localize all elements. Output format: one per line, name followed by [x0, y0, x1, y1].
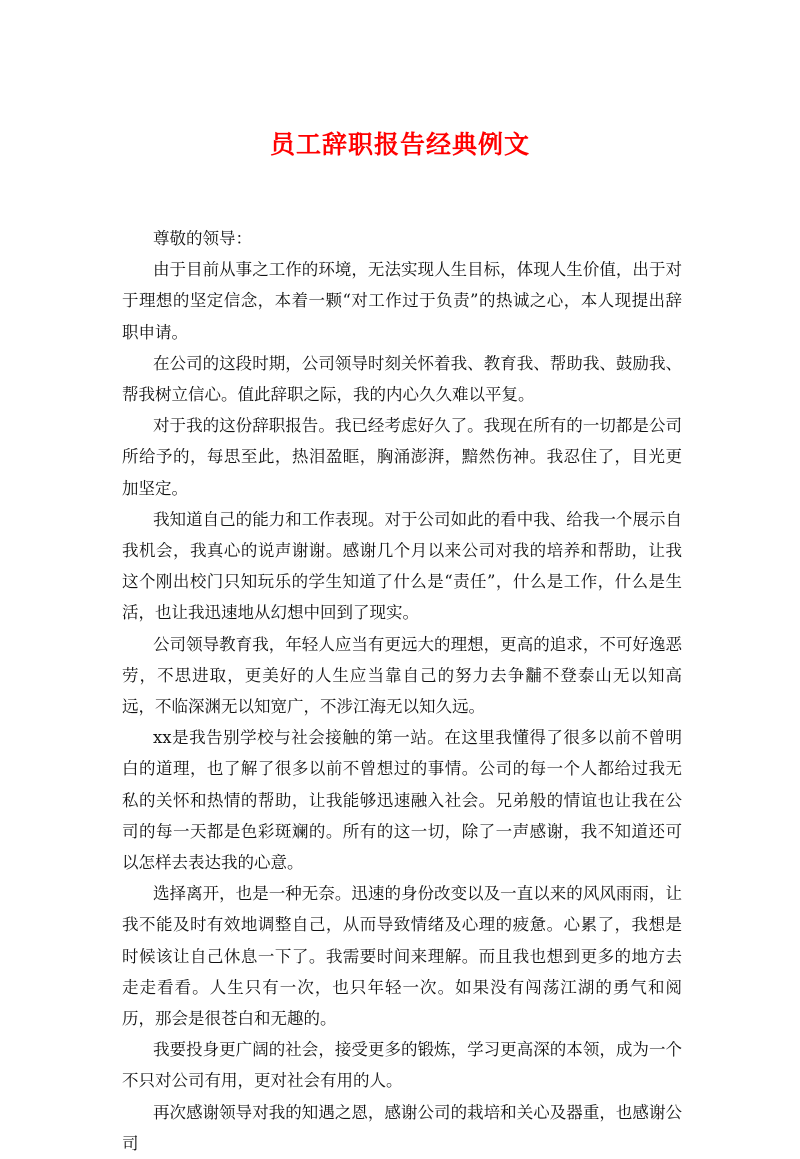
paragraph-3: 对于我的这份辞职报告。我已经考虑好久了。我现在所有的一切都是公司所给予的，每思至此，热泪盈眶，胸涌澎湃，黯然伤神。我忍住了，目光更加坚定。 [122, 416, 682, 498]
paragraph-4: 我知道自己的能力和工作表现。对于公司如此的看中我、给我一个展示自我机会，我真心的说声谢谢。感谢几个月以来公司对我的培养和帮助，让我这个刚出校门只知玩乐的学生知道了什么是“责任”，什么是工作，什么是生活，也让我迅速地从幻想中回到了现实。 [122, 509, 682, 623]
paragraph-6: xx是我告别学校与社会接触的第一站。在这里我懂得了很多以前不曾明白的道理，也了解了很多以前不曾想过的事情。公司的每一个人都给过我无私的关怀和热情的帮助，让我能够迅速融入社会。兄弟般的情谊也让我在公司的每一天都是色彩斑斓的。所有的这一切，除了一声感谢，我不知道还可以怎样去表达我的心意。 [122, 728, 682, 873]
paragraph-8: 我要投身更广阔的社会，接受更多的锻炼，学习更高深的本领，成为一个不只对公司有用，更对社会有用的人。 [122, 1040, 682, 1091]
document-title: 员工辞职报告经典例文 [269, 130, 530, 159]
paragraph-1: 由于目前从事之工作的环境，无法实现人生目标，体现人生价值，出于对于理想的坚定信念，本着一颗“对工作过于负责”的热诚之心，本人现提出辞职申请。 [122, 260, 682, 342]
paragraph-2: 在公司的这段时期，公司领导时刻关怀着我、教育我、帮助我、鼓励我、帮我树立信心。值此辞职之际，我的内心久久难以平复。 [122, 353, 682, 405]
paragraph-7: 选择离开，也是一种无奈。迅速的身份改变以及一直以来的风风雨雨，让我不能及时有效地调整自己，从而导致情绪及心理的疲惫。心累了，我想是时候该让自己休息一下了。我需要时间来理解。而且我也想到更多的地方去走走看看。人生只有一次，也只年轻一次。如果没有闯荡江湖的勇气和阅历，那会是很苍白和无趣的。 [122, 884, 682, 1029]
paragraph-5: 公司领导教育我，年轻人应当有更远大的理想，更高的追求，不可好逸恶劳，不思进取，更美好的人生应当靠自己的努力去争黼不登泰山无以知高远，不临深渊无以知宽广，不涉江海无以知久远。 [122, 634, 682, 717]
paragraph-9: 再次感谢领导对我的知遇之恩，感谢公司的栽培和关心及器重，也感谢公司 [122, 1102, 682, 1153]
salutation: 尊敬的领导： [153, 229, 252, 248]
document-body [122, 223, 682, 1159]
